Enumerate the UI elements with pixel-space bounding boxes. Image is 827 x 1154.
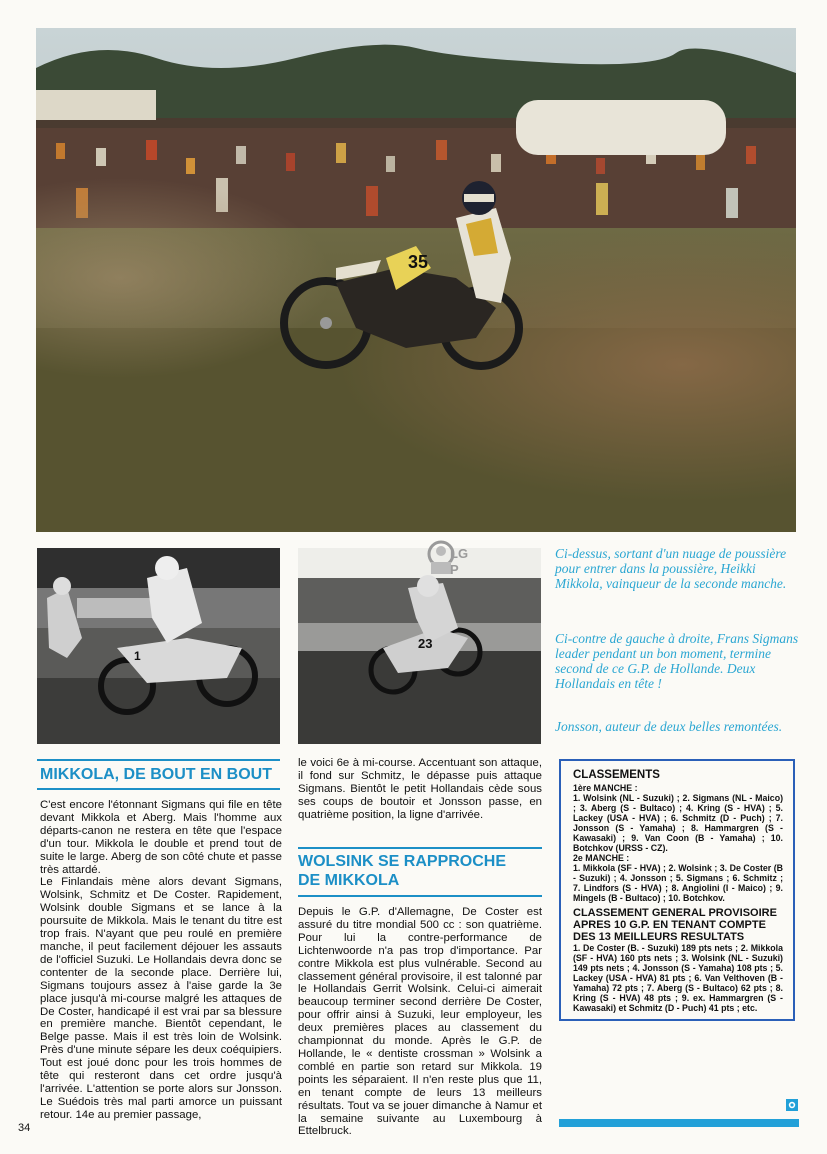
manche1-results: 1. Wolsink (NL - Suzuki) ; 2. Sigmans (NL - Maico) ; 3. Aberg (S - Bultaco) ; 4. Kring (S - HVA) ; 5. Lackey (USA - HVA) ; 6. Schmitz (D - Puch) ; 7. Jonsson (S - Yamaha) ; 8. Hammargren (S - Kawasaki) ; 9. Van Coon (B - Yamaha) ; 10. Botchkov (URSS - CZ).	[573, 793, 783, 853]
section1-rule-bottom	[37, 788, 280, 790]
general-title: CLASSEMENT GENERAL PROVISOIRE APRES 10 G.P. EN TENANT COMPTE DES 13 MEILLEURS RESULTATS	[573, 907, 777, 943]
general-results: 1. De Coster (B. - Suzuki) 189 pts nets ; 2. Mikkola (SF - HVA) 160 pts nets ; 3. Wolsink (NL - Suzuki) 149 pts nets ; 4. Jonsson (S - Yamaha) 108 pts ; 5. Lackey (USA - HVA) 81 pts ; 6. Van Velthoven (B - Yamaha) 72 pts ; 7. Aberg (S - Bultaco) 62 pts ; 8. Kring (S - HVA) 48 pts ; 9. ex. Hammargren (S - Kawasaki) et Schmitz (D - Puch) 41 pts ; etc.	[573, 943, 783, 1013]
section1-paragraph-1: C'est encore l'étonnant Sigmans qui file en tête devant Mikkola et Aberg. Mais l'homme aux départs-canon ne restera en tête que l'espace d'un tour. Mikkola le double et prend tout de suite le large. Aberg de son côté chute et passe très attardé.	[40, 799, 282, 876]
manche2-results: 1. Mikkola (SF - HVA) ; 2. Wolsink ; 3. De Coster (B - Suzuki) ; 4. Jonsson ; 5. Sigmans ; 6. Schmitz ; 7. Lindfors (S - HVA) ; 8. Angiolini (I - Maico) ; 9. Mingels (B - Bultaco) ; 10. Botchkov.	[573, 863, 783, 903]
caption-jonsson: Jonsson, auteur de deux belles remontées.	[555, 719, 783, 734]
photo-jonsson	[298, 548, 541, 744]
svg-text:P: P	[450, 562, 459, 577]
section2-rule-top	[298, 847, 542, 849]
manche1-label: 1ère MANCHE :	[573, 783, 638, 793]
classements-box	[559, 759, 795, 1021]
caption-sigmans: Ci-contre de gauche à droite, Frans Sigmans leader pendant un bon moment, termine second de ce G.P. de Hollande. Deux Hollandais en tête !	[555, 631, 799, 691]
left-rider-number: 1	[134, 649, 141, 663]
section2-rule-bottom	[298, 895, 542, 897]
section1-continuation: le voici 6e à mi-course. Accentuant son attaque, il fond sur Schmitz, le dépasse puis attaque Sigmans. Bientôt le petit Hollandais cède sous ses coups de boutoir et Jonsson passe, en quatrième position, la ligne d'arrivée.	[298, 757, 542, 821]
section2-body: Depuis le G.P. d'Allemagne, De Coster est assuré du titre mondial 500 cc : son quatrième. Pour lui la contre-performance de Lichtenwoorde n'a pas trop d'importance. Par contre Mikkola est plus vulnérable. Second au classement général provisoire, il est talonné par le Hollandais Gerrit Wolsink. Celui-ci aimerait beaucoup terminer second derrière De Coster, pour offrir ainsi à Suzuki, leur employeur, les deux premières places au classement du championnat du monde. Après le G.P. de Hollande, le « dentiste crossman » Wolsink a comblé en partie son retard sur Mikkola. 19 points les séparaient. Il n'en reste plus que 11, en tenant compte de leurs 13 meilleurs résultats. Tout va se jouer dimanche à Namur et la semaine suivante au Luxembourg à Ettelbruck.	[298, 906, 542, 1138]
hero-photo	[36, 28, 796, 532]
corner-logo-icon	[786, 1098, 798, 1110]
classements-title: CLASSEMENTS	[573, 769, 660, 781]
section1-paragraph-2: Le Finlandais mène alors devant Sigmans, Wolsink, Schmitz et De Coster. Rapidement, Wolsink double Sigmans et se lance à la poursuite de Mikkola. Mais le tenant du titre est trop frais. N'ayant que peu roulé en première manche, il peut facilement déjouer les assauts de l'officiel Suzuki. Le Hollandais devra donc se contenter de la seconde place. Derrière lui, Sigmans toujours assez à l'aise garde la 3e place jusqu'à mi-course malgré les attaques de De Coster, handicapé il est vrai par sa blessure en première manche. Bientôt cependant, le Belge passe. Mais il est très loin de Wolsink. Près d'une minute sépare les deux coéquipiers. Tout est joué donc pour les trois hommes de tête qui resteront dans cet ordre jusqu'à l'arrivée. L'attention se porte alors sur Jonsson. Le Suédois très mal parti amorce un puissant retour. 14e au premier passage,	[40, 876, 282, 1121]
watermark-logo	[424, 536, 484, 586]
page-number: 34	[18, 1122, 31, 1134]
section2-heading-line1: WOLSINK SE RAPPROCHE	[298, 853, 507, 870]
caption-hero: Ci-dessus, sortant d'un nuage de poussière pour entrer dans la poussière, Heikki Mikkola, vainqueur de la seconde manche.	[555, 546, 787, 591]
manche2-label: 2e MANCHE :	[573, 853, 630, 863]
svg-text:LG: LG	[450, 546, 469, 561]
section2-heading	[298, 852, 506, 890]
photo-sigmans	[37, 548, 280, 744]
section1-heading: MIKKOLA, DE BOUT EN BOUT	[40, 766, 272, 783]
mid-rider-number: 23	[418, 636, 433, 651]
section2-heading-line2: DE MIKKOLA	[298, 872, 400, 889]
section1-body	[40, 799, 282, 1122]
footer-bar	[559, 1119, 799, 1127]
hero-rider-number: 35	[408, 252, 429, 272]
section1-rule-top	[37, 759, 280, 761]
